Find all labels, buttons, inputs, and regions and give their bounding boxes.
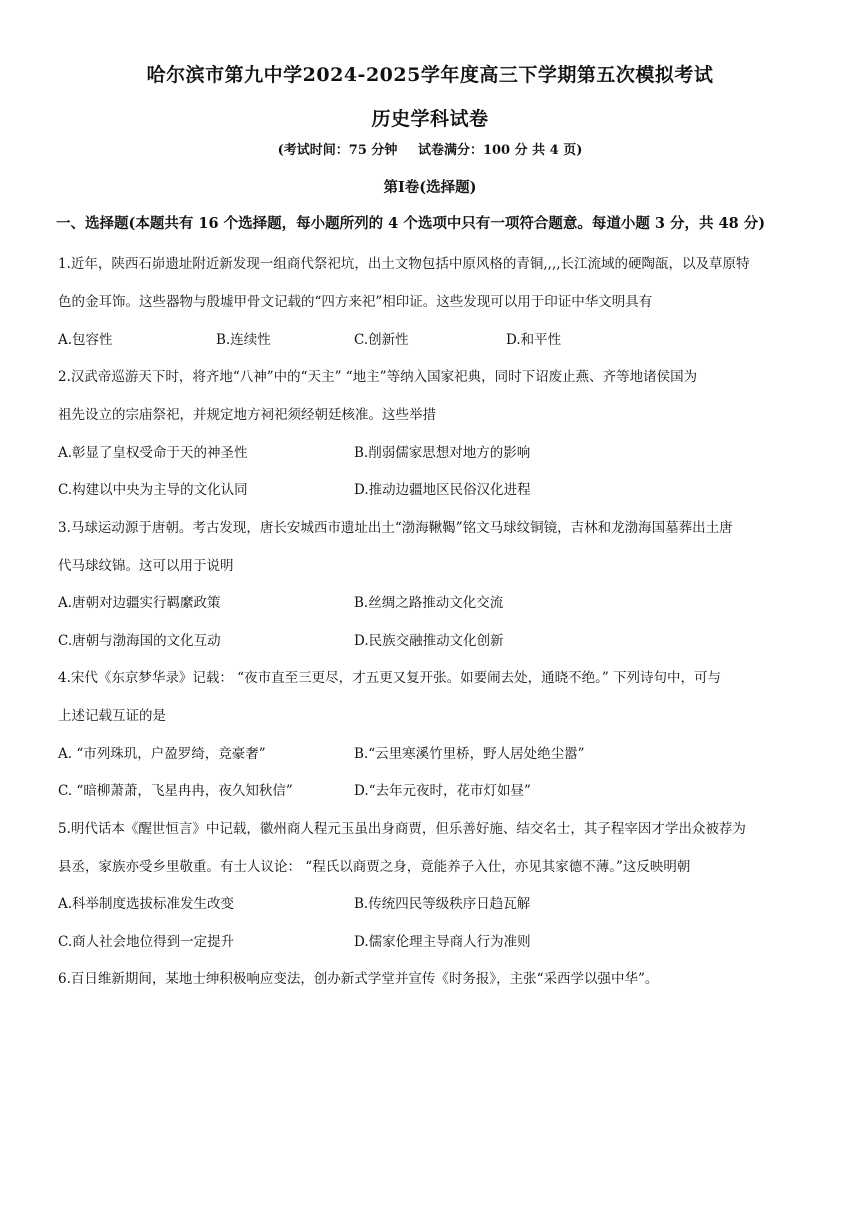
question-2-option-c[interactable]: C.构建以中央为主导的文化认同 — [58, 482, 248, 498]
question-3-option-c[interactable]: C.唐朝与渤海国的文化互动 — [58, 633, 221, 649]
question-5-option-a[interactable]: A.科举制度选拔标准发生改变 — [58, 896, 235, 912]
question-2-option-a[interactable]: A.彰显了皇权受命于天的神圣性 — [58, 445, 248, 461]
question-3-line-2: 代马球纹锦。这可以用于说明 — [58, 558, 234, 574]
time-info: (考试时间：75 分钟 — [277, 143, 398, 158]
question-4-option-b[interactable]: B.“云里寒溪竹里桥，野人居处绝尘嚣” — [354, 746, 585, 762]
question-1-option-d[interactable]: D.和平性 — [506, 332, 562, 348]
question-3-line-1: 3.马球运动源于唐朝。考古发现，唐长安城西市遗址出土“渤海鞦鞨”铭文马球纹铜镜，吉林和龙渤海国墓葬出土唐 — [58, 520, 733, 536]
part-heading: 第Ⅰ卷(选择题) — [383, 179, 477, 196]
question-1-line-2: 色的金耳饰。这些器物与殷墟甲骨文记载的“四方来祀”相印证。这些发现可以用于印证中华文明具有 — [58, 294, 653, 310]
exam-title: 哈尔滨市第九中学2024-2025学年度高三下学期第五次模拟考试 — [146, 64, 714, 86]
question-4-line-1: 4.宋代《东京梦华录》记载： “夜市直至三更尽，才五更又复开张。如要闹去处，通晓不绝。” 下列诗句中，可与 — [58, 670, 722, 686]
question-4-option-c[interactable]: C. “暗柳萧萧，飞星冉冉，夜久知秋信” — [58, 783, 293, 799]
question-4-option-a[interactable]: A. “市列珠玑，户盈罗绮，竞豪奢” — [58, 746, 266, 762]
question-3-option-a[interactable]: A.唐朝对边疆实行羁縻政策 — [58, 595, 221, 611]
exam-subtitle: 历史学科试卷 — [371, 108, 489, 130]
question-1-option-c[interactable]: C.创新性 — [354, 332, 409, 348]
question-5-option-b[interactable]: B.传统四民等级秩序日趋瓦解 — [354, 896, 531, 912]
question-5-option-d[interactable]: D.儒家伦理主导商人行为准则 — [354, 934, 531, 950]
question-1-option-b[interactable]: B.连续性 — [216, 332, 271, 348]
question-5-line-1: 5.明代话本《醒世恒言》中记载，徽州商人程元玉虽出身商贾，但乐善好施、结交名士，其子程宰因才学出众被荐为 — [58, 821, 746, 837]
question-3-option-d[interactable]: D.民族交融推动文化创新 — [354, 633, 504, 649]
question-4-line-2: 上述记载互证的是 — [58, 708, 166, 724]
question-3-option-b[interactable]: B.丝绸之路推动文化交流 — [354, 595, 504, 611]
question-4-option-d[interactable]: D.“去年元夜时，花市灯如昼” — [354, 783, 531, 799]
question-2-option-b[interactable]: B.削弱儒家思想对地方的影响 — [354, 445, 531, 461]
section-heading: 一、选择题(本题共有 16 个选择题，每小题所列的 4 个选项中只有一项符合题意。每道小题 3 分，共 48 分) — [56, 215, 766, 232]
question-2-option-d[interactable]: D.推动边疆地区民俗汉化进程 — [354, 482, 531, 498]
question-5-option-c[interactable]: C.商人社会地位得到一定提升 — [58, 934, 235, 950]
question-2-line-2: 祖先设立的宗庙祭祀，并规定地方祠祀须经朝廷核准。这些举措 — [58, 407, 436, 423]
question-6-line-1: 6.百日维新期间，某地士绅积极响应变法，创办新式学堂并宣传《时务报》，主张“采西学以强中华”。 — [58, 971, 659, 987]
question-1-line-1: 1.近年，陕西石峁遗址附近新发现一组商代祭祀坑，出土文物包括中原风格的青铜,,,,长江流域的硬陶瓿，以及草原特 — [58, 256, 750, 272]
question-2-line-1: 2.汉武帝巡游天下时，将齐地“八神”中的“天主” “地主”等纳入国家祀典，同时下诏废止燕、齐等地诸侯国为 — [58, 369, 698, 385]
exam-info — [0, 139, 860, 158]
score-info: 试卷满分：100 分 共 4 页) — [417, 143, 583, 158]
question-5-line-2: 县丞，家族亦受乡里敬重。有士人议论： “程氏以商贾之身，竟能养子入仕，亦见其家德不薄。”这反映明朝 — [58, 859, 691, 875]
question-1-option-a[interactable]: A.包容性 — [58, 332, 113, 348]
